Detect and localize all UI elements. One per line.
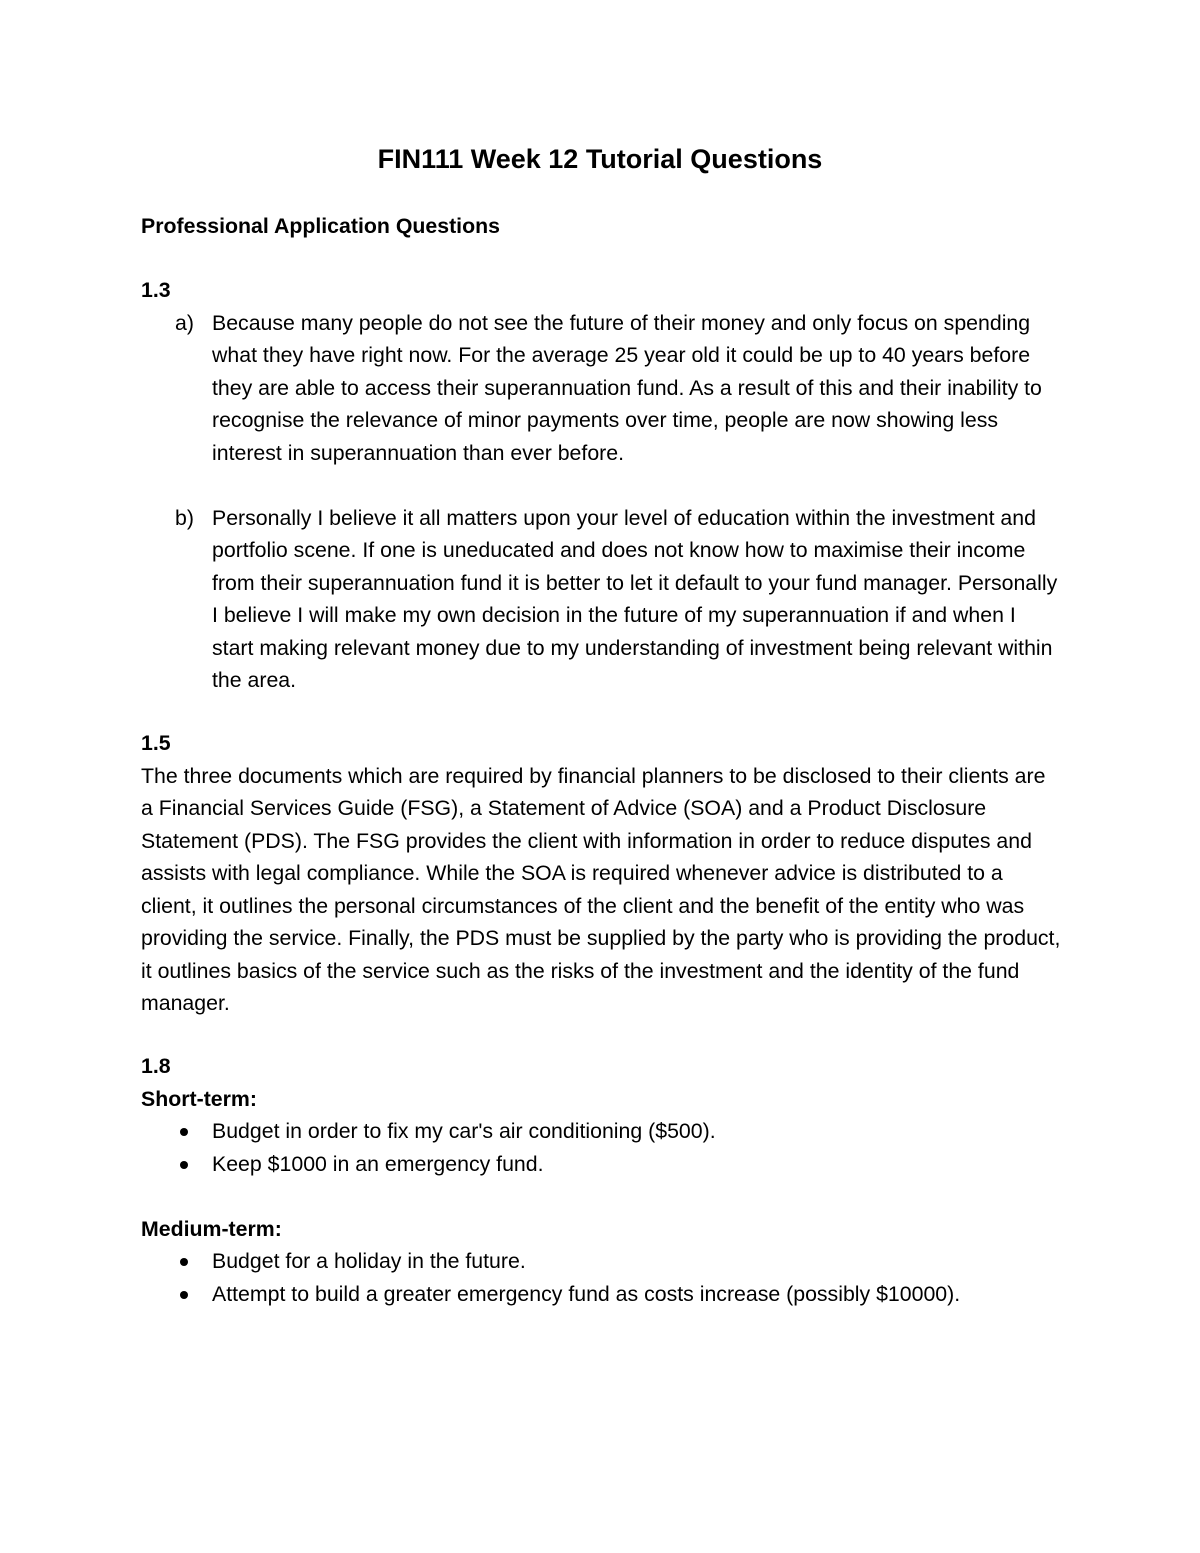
answer-text: The three documents which are required by financial planners to be disclosed to their clients are a Financial Services Guide (FSG), a Statement of Advice (SOA) and a Product Disclosure Statement (PDS). The FSG provides the client with information in order to reduce disputes and assists with legal compliance. While the SOA is required whenever advice is distributed to a client, it outlines the personal circumstances of the client and the benefit of the entity who was providing the service. Finally, the PDS must be supplied by the party who is providing the product, it outlines basics of the service such as the risks of the investment and the identity of the fund manager.	[141, 763, 1061, 1015]
list-item-text: Keep $1000 in an emergency fund.	[212, 1151, 544, 1176]
bullet-icon	[180, 1291, 188, 1299]
medium-term-label: Medium-term:	[141, 1216, 282, 1241]
answer-text: Personally I believe it all matters upon your level of education within the investment and portfolio scene. If one is uneducated and does not know how to maximise their income from their superannuation fund it is better to let it default to your fund manager. Personally I believe I will make my own decision in the future of my superannuation if and when I start making relevant money due to my understanding of investment being relevant within the area.	[212, 505, 1058, 692]
item-marker: a)	[175, 310, 194, 335]
question-heading: 1.8	[141, 1054, 171, 1078]
list-item	[141, 1115, 1061, 1148]
question-1-3	[141, 274, 1061, 697]
bullet-icon	[180, 1161, 188, 1169]
page-title: FIN111 Week 12 Tutorial Questions	[377, 144, 823, 174]
question-1-8	[141, 1050, 1061, 1310]
list-item-text: Budget in order to fix my car's air conditioning ($500).	[212, 1119, 716, 1143]
list-item-text: Budget for a holiday in the future.	[212, 1249, 526, 1273]
question-heading: 1.3	[141, 278, 171, 302]
answer-text: Because many people do not see the future of their money and only focus on spending what they have right now. For the average 25 year old it could be up to 40 years before they are able to access their superannuation fund. As a result of this and their inability to recognise the relevance of minor payments over time, people are now showing less interest in superannuation than ever before.	[212, 310, 1042, 465]
list-item	[141, 1245, 1061, 1278]
short-term-label: Short-term:	[141, 1086, 257, 1111]
answer-item-b	[141, 502, 1061, 697]
answer-item-a	[141, 307, 1061, 470]
subtitle-block	[141, 210, 1061, 243]
question-heading: 1.5	[141, 731, 171, 755]
list-item-text: Attempt to build a greater emergency fund as costs increase (possibly $10000).	[212, 1281, 961, 1306]
question-1-5	[141, 727, 1061, 1020]
bullet-icon	[180, 1128, 188, 1136]
section-subtitle: Professional Application Questions	[141, 214, 500, 238]
list-item	[141, 1148, 1061, 1181]
bullet-icon	[180, 1258, 188, 1266]
item-marker: b)	[175, 505, 194, 530]
list-item	[141, 1278, 1061, 1311]
